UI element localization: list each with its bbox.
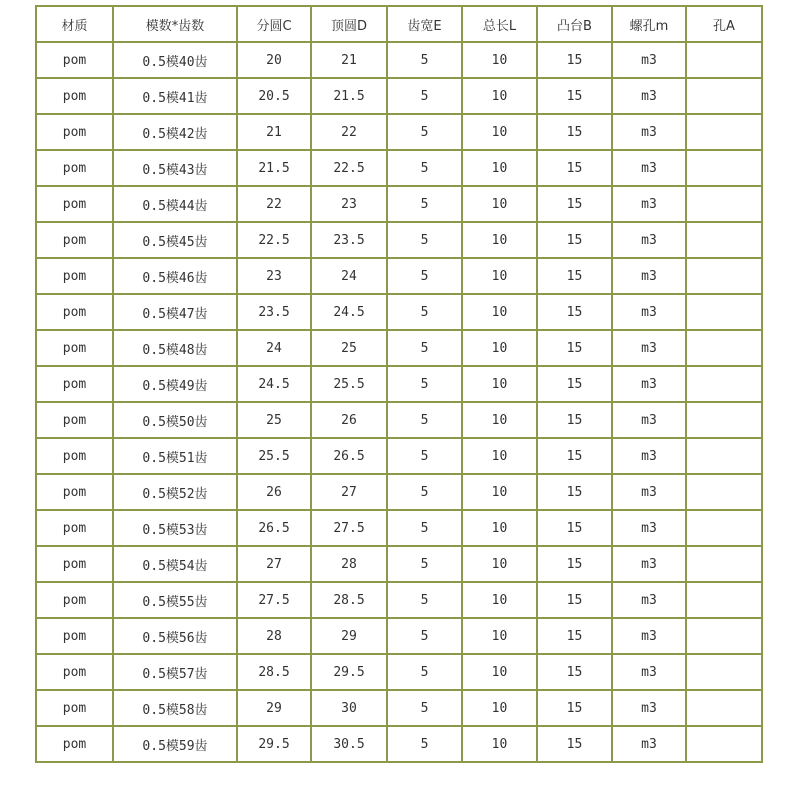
table-row xyxy=(36,510,762,546)
table-row xyxy=(36,330,762,366)
header-material: 材质 xyxy=(36,6,113,42)
cell-pitch-circle: 21 xyxy=(237,114,311,150)
cell-tip-circle: 26 xyxy=(311,402,387,438)
cell-boss: 15 xyxy=(537,222,612,258)
cell-bore xyxy=(686,222,762,258)
cell-tooth-width: 5 xyxy=(387,366,462,402)
cell-tip-circle: 27 xyxy=(311,474,387,510)
cell-pitch-circle: 20 xyxy=(237,42,311,78)
cell-boss: 15 xyxy=(537,654,612,690)
table-row xyxy=(36,690,762,726)
cell-total-length: 10 xyxy=(462,726,537,762)
cell-tip-circle: 25 xyxy=(311,330,387,366)
cell-bore xyxy=(686,42,762,78)
cell-module-teeth: 0.5模52齿 xyxy=(113,474,237,510)
cell-bore xyxy=(686,510,762,546)
cell-material: pom xyxy=(36,546,113,582)
cell-bore xyxy=(686,186,762,222)
table-row xyxy=(36,438,762,474)
cell-tooth-width: 5 xyxy=(387,546,462,582)
cell-tooth-width: 5 xyxy=(387,582,462,618)
gear-spec-table xyxy=(35,5,763,763)
cell-tooth-width: 5 xyxy=(387,186,462,222)
cell-screw-hole: m3 xyxy=(612,654,686,690)
cell-tooth-width: 5 xyxy=(387,78,462,114)
cell-material: pom xyxy=(36,42,113,78)
table-row xyxy=(36,114,762,150)
cell-boss: 15 xyxy=(537,258,612,294)
cell-boss: 15 xyxy=(537,474,612,510)
cell-material: pom xyxy=(36,474,113,510)
cell-tip-circle: 23 xyxy=(311,186,387,222)
cell-total-length: 10 xyxy=(462,582,537,618)
cell-bore xyxy=(686,294,762,330)
cell-tooth-width: 5 xyxy=(387,474,462,510)
cell-tip-circle: 29 xyxy=(311,618,387,654)
cell-boss: 15 xyxy=(537,150,612,186)
cell-total-length: 10 xyxy=(462,546,537,582)
cell-module-teeth: 0.5模55齿 xyxy=(113,582,237,618)
table-row xyxy=(36,618,762,654)
cell-tip-circle: 27.5 xyxy=(311,510,387,546)
table-row xyxy=(36,582,762,618)
cell-total-length: 10 xyxy=(462,330,537,366)
cell-bore xyxy=(686,474,762,510)
cell-module-teeth: 0.5模42齿 xyxy=(113,114,237,150)
table-row xyxy=(36,258,762,294)
cell-screw-hole: m3 xyxy=(612,186,686,222)
cell-tip-circle: 21 xyxy=(311,42,387,78)
cell-screw-hole: m3 xyxy=(612,402,686,438)
cell-boss: 15 xyxy=(537,402,612,438)
cell-material: pom xyxy=(36,258,113,294)
cell-pitch-circle: 24.5 xyxy=(237,366,311,402)
cell-screw-hole: m3 xyxy=(612,474,686,510)
cell-tip-circle: 22 xyxy=(311,114,387,150)
cell-module-teeth: 0.5模54齿 xyxy=(113,546,237,582)
header-total-length: 总长L xyxy=(462,6,537,42)
header-module-teeth: 模数*齿数 xyxy=(113,6,237,42)
cell-tip-circle: 23.5 xyxy=(311,222,387,258)
cell-material: pom xyxy=(36,78,113,114)
cell-module-teeth: 0.5模47齿 xyxy=(113,294,237,330)
cell-screw-hole: m3 xyxy=(612,330,686,366)
cell-material: pom xyxy=(36,654,113,690)
cell-pitch-circle: 22 xyxy=(237,186,311,222)
table-row xyxy=(36,78,762,114)
cell-bore xyxy=(686,330,762,366)
cell-tooth-width: 5 xyxy=(387,258,462,294)
cell-bore xyxy=(686,402,762,438)
cell-tooth-width: 5 xyxy=(387,222,462,258)
cell-total-length: 10 xyxy=(462,186,537,222)
table-row xyxy=(36,186,762,222)
cell-pitch-circle: 24 xyxy=(237,330,311,366)
cell-material: pom xyxy=(36,186,113,222)
cell-pitch-circle: 29 xyxy=(237,690,311,726)
cell-material: pom xyxy=(36,690,113,726)
cell-tip-circle: 29.5 xyxy=(311,654,387,690)
cell-module-teeth: 0.5模45齿 xyxy=(113,222,237,258)
cell-module-teeth: 0.5模40齿 xyxy=(113,42,237,78)
cell-total-length: 10 xyxy=(462,366,537,402)
cell-pitch-circle: 23 xyxy=(237,258,311,294)
cell-screw-hole: m3 xyxy=(612,690,686,726)
cell-tip-circle: 24.5 xyxy=(311,294,387,330)
cell-screw-hole: m3 xyxy=(612,114,686,150)
table-row xyxy=(36,150,762,186)
cell-screw-hole: m3 xyxy=(612,582,686,618)
cell-module-teeth: 0.5模43齿 xyxy=(113,150,237,186)
cell-tip-circle: 28.5 xyxy=(311,582,387,618)
header-tooth-width: 齿宽E xyxy=(387,6,462,42)
cell-bore xyxy=(686,654,762,690)
cell-pitch-circle: 23.5 xyxy=(237,294,311,330)
cell-tooth-width: 5 xyxy=(387,114,462,150)
cell-total-length: 10 xyxy=(462,258,537,294)
cell-total-length: 10 xyxy=(462,150,537,186)
cell-module-teeth: 0.5模53齿 xyxy=(113,510,237,546)
cell-boss: 15 xyxy=(537,366,612,402)
cell-screw-hole: m3 xyxy=(612,510,686,546)
cell-total-length: 10 xyxy=(462,402,537,438)
cell-material: pom xyxy=(36,726,113,762)
cell-material: pom xyxy=(36,222,113,258)
header-row xyxy=(36,6,762,42)
cell-total-length: 10 xyxy=(462,222,537,258)
cell-pitch-circle: 21.5 xyxy=(237,150,311,186)
table-row xyxy=(36,402,762,438)
cell-screw-hole: m3 xyxy=(612,42,686,78)
cell-material: pom xyxy=(36,438,113,474)
cell-total-length: 10 xyxy=(462,510,537,546)
cell-bore xyxy=(686,78,762,114)
cell-pitch-circle: 22.5 xyxy=(237,222,311,258)
cell-boss: 15 xyxy=(537,78,612,114)
cell-screw-hole: m3 xyxy=(612,366,686,402)
cell-module-teeth: 0.5模46齿 xyxy=(113,258,237,294)
cell-tip-circle: 24 xyxy=(311,258,387,294)
cell-total-length: 10 xyxy=(462,654,537,690)
cell-pitch-circle: 29.5 xyxy=(237,726,311,762)
cell-material: pom xyxy=(36,366,113,402)
cell-bore xyxy=(686,366,762,402)
cell-tooth-width: 5 xyxy=(387,726,462,762)
header-screw-hole: 螺孔m xyxy=(612,6,686,42)
cell-screw-hole: m3 xyxy=(612,546,686,582)
cell-module-teeth: 0.5模44齿 xyxy=(113,186,237,222)
cell-module-teeth: 0.5模56齿 xyxy=(113,618,237,654)
cell-total-length: 10 xyxy=(462,618,537,654)
cell-material: pom xyxy=(36,294,113,330)
cell-screw-hole: m3 xyxy=(612,294,686,330)
cell-screw-hole: m3 xyxy=(612,150,686,186)
cell-tip-circle: 28 xyxy=(311,546,387,582)
cell-bore xyxy=(686,258,762,294)
cell-total-length: 10 xyxy=(462,690,537,726)
cell-pitch-circle: 20.5 xyxy=(237,78,311,114)
table-row xyxy=(36,294,762,330)
cell-module-teeth: 0.5模49齿 xyxy=(113,366,237,402)
cell-bore xyxy=(686,150,762,186)
cell-bore xyxy=(686,114,762,150)
table-row xyxy=(36,546,762,582)
cell-pitch-circle: 28 xyxy=(237,618,311,654)
cell-pitch-circle: 25 xyxy=(237,402,311,438)
cell-tooth-width: 5 xyxy=(387,618,462,654)
cell-boss: 15 xyxy=(537,42,612,78)
table-row xyxy=(36,726,762,762)
cell-material: pom xyxy=(36,582,113,618)
cell-bore xyxy=(686,618,762,654)
cell-tip-circle: 30 xyxy=(311,690,387,726)
cell-screw-hole: m3 xyxy=(612,78,686,114)
cell-bore xyxy=(686,690,762,726)
cell-pitch-circle: 26.5 xyxy=(237,510,311,546)
cell-boss: 15 xyxy=(537,582,612,618)
cell-boss: 15 xyxy=(537,186,612,222)
cell-module-teeth: 0.5模41齿 xyxy=(113,78,237,114)
cell-pitch-circle: 26 xyxy=(237,474,311,510)
header-bore: 孔A xyxy=(686,6,762,42)
cell-module-teeth: 0.5模57齿 xyxy=(113,654,237,690)
header-pitch-circle: 分圆C xyxy=(237,6,311,42)
cell-bore xyxy=(686,726,762,762)
header-tip-circle: 顶圆D xyxy=(311,6,387,42)
cell-screw-hole: m3 xyxy=(612,618,686,654)
cell-pitch-circle: 28.5 xyxy=(237,654,311,690)
cell-boss: 15 xyxy=(537,546,612,582)
cell-material: pom xyxy=(36,330,113,366)
cell-boss: 15 xyxy=(537,330,612,366)
cell-total-length: 10 xyxy=(462,114,537,150)
cell-module-teeth: 0.5模50齿 xyxy=(113,402,237,438)
table-row xyxy=(36,222,762,258)
cell-pitch-circle: 27 xyxy=(237,546,311,582)
table-row xyxy=(36,42,762,78)
cell-tooth-width: 5 xyxy=(387,330,462,366)
cell-pitch-circle: 25.5 xyxy=(237,438,311,474)
header-boss: 凸台B xyxy=(537,6,612,42)
cell-tooth-width: 5 xyxy=(387,690,462,726)
cell-tooth-width: 5 xyxy=(387,42,462,78)
cell-tooth-width: 5 xyxy=(387,654,462,690)
cell-tip-circle: 30.5 xyxy=(311,726,387,762)
cell-tooth-width: 5 xyxy=(387,438,462,474)
cell-tip-circle: 21.5 xyxy=(311,78,387,114)
cell-tip-circle: 25.5 xyxy=(311,366,387,402)
cell-pitch-circle: 27.5 xyxy=(237,582,311,618)
cell-material: pom xyxy=(36,150,113,186)
cell-screw-hole: m3 xyxy=(612,726,686,762)
cell-screw-hole: m3 xyxy=(612,438,686,474)
table-row xyxy=(36,654,762,690)
cell-boss: 15 xyxy=(537,438,612,474)
cell-total-length: 10 xyxy=(462,438,537,474)
cell-module-teeth: 0.5模48齿 xyxy=(113,330,237,366)
cell-tooth-width: 5 xyxy=(387,510,462,546)
cell-total-length: 10 xyxy=(462,78,537,114)
cell-bore xyxy=(686,546,762,582)
cell-boss: 15 xyxy=(537,690,612,726)
cell-tooth-width: 5 xyxy=(387,402,462,438)
cell-boss: 15 xyxy=(537,510,612,546)
cell-tip-circle: 22.5 xyxy=(311,150,387,186)
cell-screw-hole: m3 xyxy=(612,258,686,294)
cell-bore xyxy=(686,582,762,618)
cell-total-length: 10 xyxy=(462,294,537,330)
cell-module-teeth: 0.5模51齿 xyxy=(113,438,237,474)
table-row xyxy=(36,474,762,510)
cell-total-length: 10 xyxy=(462,42,537,78)
cell-tooth-width: 5 xyxy=(387,294,462,330)
cell-total-length: 10 xyxy=(462,474,537,510)
cell-material: pom xyxy=(36,114,113,150)
cell-boss: 15 xyxy=(537,726,612,762)
cell-boss: 15 xyxy=(537,618,612,654)
cell-tooth-width: 5 xyxy=(387,150,462,186)
cell-bore xyxy=(686,438,762,474)
table-row xyxy=(36,366,762,402)
cell-boss: 15 xyxy=(537,114,612,150)
cell-material: pom xyxy=(36,510,113,546)
cell-module-teeth: 0.5模59齿 xyxy=(113,726,237,762)
cell-screw-hole: m3 xyxy=(612,222,686,258)
cell-material: pom xyxy=(36,402,113,438)
cell-boss: 15 xyxy=(537,294,612,330)
cell-module-teeth: 0.5模58齿 xyxy=(113,690,237,726)
cell-tip-circle: 26.5 xyxy=(311,438,387,474)
cell-material: pom xyxy=(36,618,113,654)
